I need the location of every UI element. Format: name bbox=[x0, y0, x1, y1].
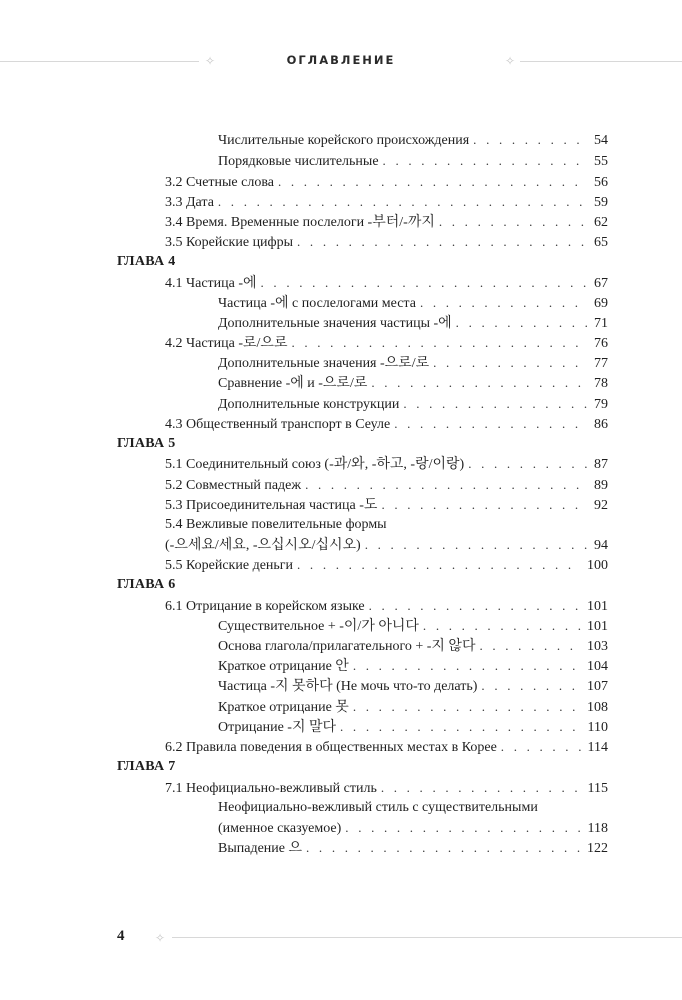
toc-entry bbox=[165, 212, 608, 232]
toc-entry bbox=[218, 697, 608, 717]
toc-entry bbox=[218, 353, 608, 373]
toc-entry bbox=[218, 656, 608, 676]
toc-entry-title: (-으세요/세요, -으십시오/십시오) bbox=[165, 538, 361, 553]
toc-entry-title: Отрицание -지 말다 bbox=[218, 720, 337, 735]
toc-entry-title: Дополнительные значения частицы -에 bbox=[218, 316, 452, 331]
toc-entry-page: 62 bbox=[594, 215, 608, 230]
dot-leader bbox=[261, 273, 588, 293]
toc-entry-page: 55 bbox=[594, 154, 608, 169]
toc-entry-title: 4.2 Частица -로/으로 bbox=[165, 336, 288, 351]
dot-leader bbox=[345, 818, 581, 838]
dot-leader bbox=[381, 778, 582, 798]
dot-leader bbox=[479, 636, 581, 656]
dot-leader bbox=[501, 737, 582, 757]
toc-entry bbox=[165, 192, 608, 212]
toc-entry-title: (именное сказуемое) bbox=[218, 821, 342, 836]
toc-entry-title: Дополнительные конструкции bbox=[218, 397, 400, 412]
dot-leader bbox=[481, 676, 581, 696]
toc-entry-title: 3.5 Корейские цифры bbox=[165, 235, 294, 250]
dot-leader bbox=[218, 192, 588, 212]
toc-entry-title: Дополнительные значения -으로/로 bbox=[218, 356, 430, 371]
dot-leader bbox=[473, 130, 588, 150]
toc-entry bbox=[165, 596, 608, 616]
toc-entry-title: Краткое отрицание 안 bbox=[218, 659, 349, 674]
dot-leader bbox=[369, 596, 581, 616]
page-footer bbox=[0, 928, 682, 948]
toc-entry-page: 54 bbox=[594, 133, 608, 148]
toc-entry bbox=[165, 172, 608, 192]
toc-entry-title: 3.3 Дата bbox=[165, 195, 214, 210]
dot-leader bbox=[297, 555, 581, 575]
dot-leader bbox=[381, 495, 588, 515]
toc-entry-title: Частица -에 с послелогами места bbox=[218, 296, 416, 311]
toc-entry bbox=[218, 838, 608, 858]
toc-entry-title: Выпадение 으 bbox=[218, 841, 303, 856]
toc-entry-title: 6.1 Отрицание в корейском языке bbox=[165, 599, 365, 614]
toc-entry bbox=[165, 495, 608, 515]
toc-entry-page: 118 bbox=[587, 821, 608, 836]
toc-entry-page: 56 bbox=[594, 175, 608, 190]
chapter-heading: ГЛАВА 6 bbox=[117, 577, 176, 592]
chapter-heading: ГЛАВА 4 bbox=[117, 254, 176, 269]
toc-entry-page: 59 bbox=[594, 195, 608, 210]
toc-entry-page: 108 bbox=[587, 700, 608, 715]
toc-entry bbox=[218, 818, 608, 838]
toc-entry-page: 114 bbox=[587, 740, 608, 755]
toc-entry bbox=[165, 737, 608, 757]
dot-leader bbox=[420, 293, 588, 313]
toc-entry-page: 115 bbox=[587, 781, 608, 796]
toc-entry-title: 7.1 Неофициально-вежливый стиль bbox=[165, 781, 377, 796]
dot-leader bbox=[394, 414, 588, 434]
toc-entry-page: 94 bbox=[594, 538, 608, 553]
toc-entry bbox=[218, 616, 608, 636]
toc-entry-page: 92 bbox=[594, 498, 608, 513]
toc-entry-page: 104 bbox=[587, 659, 608, 674]
toc-entry bbox=[218, 151, 608, 171]
toc-entry-title: 5.5 Корейские деньги bbox=[165, 558, 294, 573]
dot-leader bbox=[371, 373, 588, 393]
toc-entry-title: Существительное + -이/가 아니다 bbox=[218, 619, 419, 634]
toc-entry bbox=[218, 636, 608, 656]
toc-entry-title: 3.2 Счетные слова bbox=[165, 175, 274, 190]
dot-leader bbox=[340, 717, 581, 737]
toc-entry-title: 4.3 Общественный транспорт в Сеуле bbox=[165, 417, 391, 432]
page-number: 4 bbox=[117, 928, 125, 944]
toc-entry-title: Числительные корейского происхождения bbox=[218, 133, 470, 148]
dot-leader bbox=[423, 616, 581, 636]
toc-entry-title: Основа глагола/прилагательного + -지 않다 bbox=[218, 639, 476, 654]
dot-leader bbox=[439, 212, 588, 232]
toc-entry-page: 100 bbox=[587, 558, 608, 573]
toc-entry-page: 77 bbox=[594, 356, 608, 371]
toc-entry-page: 67 bbox=[594, 276, 608, 291]
toc-entry-page: 101 bbox=[587, 619, 608, 634]
toc-entry-title: 5.3 Присоединительная частица -도 bbox=[165, 498, 378, 513]
dot-leader bbox=[306, 838, 581, 858]
toc-entry-page: 78 bbox=[594, 376, 608, 391]
dot-leader bbox=[383, 151, 588, 171]
toc-entry-title: 5.2 Совместный падеж bbox=[165, 478, 302, 493]
ornament-star-icon: ✧ bbox=[155, 931, 166, 945]
toc-entry-title: 5.1 Соединительный союз (-과/와, -하고, -랑/이랑) bbox=[165, 457, 465, 472]
footer-rule bbox=[172, 937, 682, 938]
toc-entry-page: 110 bbox=[587, 720, 608, 735]
dot-leader bbox=[353, 656, 581, 676]
toc-entry bbox=[218, 676, 608, 696]
toc-entry-title: 4.1 Частица -에 bbox=[165, 276, 257, 291]
toc-entry-page: 69 bbox=[594, 296, 608, 311]
page-title: ОГЛАВЛЕНИЕ bbox=[286, 53, 396, 67]
toc-entry-page: 79 bbox=[594, 397, 608, 412]
dot-leader bbox=[278, 172, 588, 192]
toc-entry-page: 107 bbox=[587, 679, 608, 694]
toc-entry-page: 87 bbox=[594, 457, 608, 472]
page-header bbox=[0, 52, 682, 72]
toc-entry-title: Сравнение -에 и -으로/로 bbox=[218, 376, 368, 391]
dot-leader bbox=[291, 333, 588, 353]
toc-entry-page: 65 bbox=[594, 235, 608, 250]
ornament-star-icon: ✧ bbox=[204, 54, 216, 68]
toc-entry bbox=[218, 717, 608, 737]
toc-entry-title: Частица -지 못하다 (Не мочь что-то делать) bbox=[218, 679, 478, 694]
toc-entry-title: Краткое отрицание 못 bbox=[218, 700, 349, 715]
chapter-heading: ГЛАВА 5 bbox=[117, 436, 176, 451]
toc-entry bbox=[218, 373, 608, 393]
toc-entry bbox=[165, 273, 608, 293]
toc-entry bbox=[165, 333, 608, 353]
toc-entry-page: 86 bbox=[594, 417, 608, 432]
ornament-star-icon: ✧ bbox=[504, 54, 516, 68]
toc-entry bbox=[165, 454, 608, 474]
toc-entry-page: 76 bbox=[594, 336, 608, 351]
toc-entry bbox=[218, 313, 608, 333]
toc-entry-page: 89 bbox=[594, 478, 608, 493]
chapter-heading: ГЛАВА 7 bbox=[117, 759, 176, 774]
dot-leader bbox=[433, 353, 588, 373]
toc-entry-title: 3.4 Время. Временные послелоги -부터/-까지 bbox=[165, 215, 435, 230]
toc-entry-title: 5.4 Вежливые повелительные формы bbox=[165, 517, 387, 532]
toc-entry bbox=[165, 475, 608, 495]
toc-entry-title: 6.2 Правила поведения в общественных местах в Корее bbox=[165, 740, 497, 755]
dot-leader bbox=[456, 313, 588, 333]
dot-leader bbox=[365, 535, 588, 555]
toc-entry bbox=[165, 414, 608, 434]
dot-leader bbox=[403, 394, 588, 414]
toc-entry bbox=[165, 555, 608, 575]
toc-entry-title: Порядковые числительные bbox=[218, 154, 379, 169]
dot-leader bbox=[468, 454, 588, 474]
dot-leader bbox=[297, 232, 588, 252]
toc-entry-page: 103 bbox=[587, 639, 608, 654]
header-rule-right bbox=[520, 61, 682, 62]
toc-entry bbox=[165, 535, 608, 555]
toc-entry bbox=[218, 394, 608, 414]
toc-entry-page: 101 bbox=[587, 599, 608, 614]
toc-entry-page: 122 bbox=[587, 841, 608, 856]
toc-entry bbox=[165, 232, 608, 252]
toc-entry-title: Неофициально-вежливый стиль с существительными bbox=[218, 800, 538, 815]
dot-leader bbox=[305, 475, 588, 495]
toc-entry bbox=[165, 778, 608, 798]
toc-entry bbox=[218, 130, 608, 150]
toc-entry-page: 71 bbox=[594, 316, 608, 331]
dot-leader bbox=[353, 697, 581, 717]
toc-entry bbox=[218, 293, 608, 313]
